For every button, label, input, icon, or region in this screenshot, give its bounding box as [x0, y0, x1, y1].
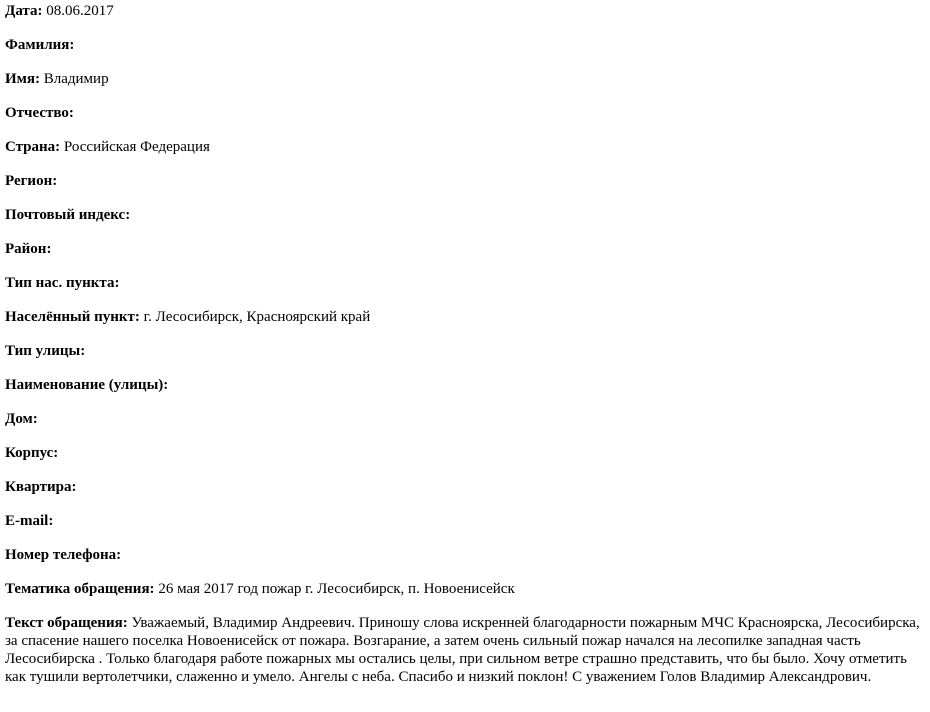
field-phone: [5, 546, 924, 564]
field-label: Корпус:: [5, 445, 59, 461]
field-value: Уважаемый, Владимир Андреевич. Приношу слова искренней благодарности пожарным МЧС Красноярска, Лесосибирска, за спасение нашего поселка Новоенисейск от пожара. Возгарание, а затем очень сильный пожар начался на лесопилке западная часть Лесосибирска . Только благодаря работе пожарных мы остались целы, при сильном ветре страшно представить, что бы было. Хочу отметить как тушили вертолетчики, слаженно и умело. Ангелы с неба. Спасибо и низкий поклон! С уважением Голов Владимир Александрович.: [5, 615, 920, 685]
field-label: Квартира:: [5, 479, 77, 495]
field-label: E-mail:: [5, 513, 54, 529]
field-value: Владимир: [43, 71, 109, 87]
field-value: 08.06.2017: [46, 3, 114, 19]
field-value: г. Лесосибирск, Красноярский край: [143, 309, 371, 325]
field-label: Тип нас. пункта:: [5, 275, 120, 291]
field-label: Тип улицы:: [5, 343, 86, 359]
field-label: Дом:: [5, 411, 38, 427]
field-date: [5, 2, 924, 20]
appeal-document: [0, 2, 930, 686]
field-street-name: [5, 376, 924, 394]
field-label: Район:: [5, 241, 52, 257]
field-house: [5, 410, 924, 428]
field-postal-code: [5, 206, 924, 224]
field-label: Регион:: [5, 173, 58, 189]
field-first-name: [5, 70, 924, 88]
field-label: Страна:: [5, 139, 61, 155]
field-label: Отчество:: [5, 105, 74, 121]
field-label: Почтовый индекс:: [5, 207, 131, 223]
field-label: Населённый пункт:: [5, 309, 140, 325]
field-settlement: [5, 308, 924, 326]
field-settlement-type: [5, 274, 924, 292]
field-label: Тематика обращения:: [5, 581, 155, 597]
field-patronymic: [5, 104, 924, 122]
field-appeal-text: [5, 614, 924, 686]
field-surname: [5, 36, 924, 54]
field-apartment: [5, 478, 924, 496]
field-building: [5, 444, 924, 462]
field-label: Фамилия:: [5, 37, 75, 53]
field-email: [5, 512, 924, 530]
field-label: Номер телефона:: [5, 547, 122, 563]
field-topic: [5, 580, 924, 598]
field-label: Наименование (улицы):: [5, 377, 169, 393]
field-label: Дата:: [5, 3, 43, 19]
field-value: Российская Федерация: [63, 139, 210, 155]
field-district: [5, 240, 924, 258]
field-label: Текст обращения:: [5, 615, 128, 631]
field-street-type: [5, 342, 924, 360]
field-label: Имя:: [5, 71, 40, 87]
field-region: [5, 172, 924, 190]
field-country: [5, 138, 924, 156]
field-value: 26 мая 2017 год пожар г. Лесосибирск, п. Новоенисейск: [158, 581, 515, 597]
